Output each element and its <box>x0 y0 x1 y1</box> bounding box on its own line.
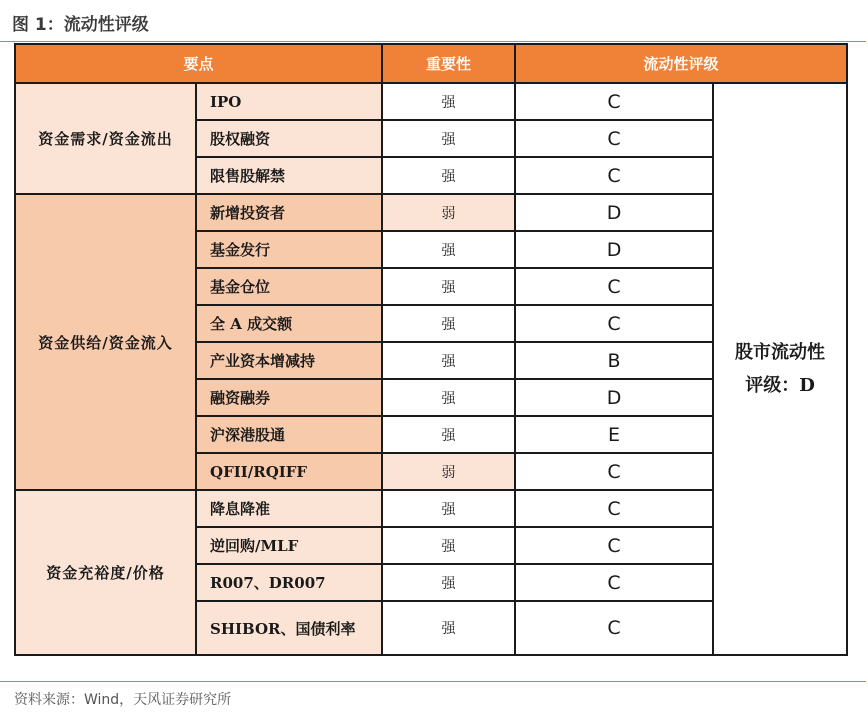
importance-cell: 强 <box>382 305 515 342</box>
item-cell: 降息降准 <box>196 490 382 527</box>
importance-cell: 强 <box>382 527 515 564</box>
item-cell: IPO <box>196 83 382 120</box>
item-cell: 基金仓位 <box>196 268 382 305</box>
rating-cell: C <box>515 157 713 194</box>
rating-cell: D <box>515 194 713 231</box>
importance-cell: 强 <box>382 564 515 601</box>
rating-cell: C <box>515 490 713 527</box>
item-cell: 全 A 成交额 <box>196 305 382 342</box>
importance-cell: 强 <box>382 601 515 655</box>
item-cell: 限售股解禁 <box>196 157 382 194</box>
header-rating: 流动性评级 <box>515 44 847 83</box>
rating-cell: E <box>515 416 713 453</box>
item-cell: R007、DR007 <box>196 564 382 601</box>
importance-cell: 强 <box>382 268 515 305</box>
item-cell: 逆回购/MLF <box>196 527 382 564</box>
header-row <box>15 44 847 83</box>
overall-rating-line2: 评级：D <box>745 375 815 396</box>
importance-cell: 强 <box>382 157 515 194</box>
item-cell: SHIBOR、国债利率 <box>196 601 382 655</box>
rating-cell: C <box>515 83 713 120</box>
liquidity-rating-table <box>14 43 848 656</box>
importance-cell: 强 <box>382 490 515 527</box>
importance-cell: 弱 <box>382 194 515 231</box>
bottom-rule <box>0 681 866 682</box>
rating-cell: C <box>515 120 713 157</box>
importance-cell: 强 <box>382 231 515 268</box>
importance-cell: 强 <box>382 120 515 157</box>
rating-cell: C <box>515 564 713 601</box>
item-cell: QFII/RQIFF <box>196 453 382 490</box>
overall-rating-line1: 股市流动性 <box>735 341 826 363</box>
rating-cell: C <box>515 268 713 305</box>
rating-cell: B <box>515 342 713 379</box>
category-cell: 资金充裕度/价格 <box>15 490 196 655</box>
rating-cell: C <box>515 453 713 490</box>
importance-cell: 弱 <box>382 453 515 490</box>
table-row <box>15 83 847 120</box>
importance-cell: 强 <box>382 83 515 120</box>
source-note: 资料来源：Wind，天风证券研究所 <box>14 692 232 708</box>
item-cell: 沪深港股通 <box>196 416 382 453</box>
header-key-points: 要点 <box>15 44 382 83</box>
rating-cell: D <box>515 379 713 416</box>
category-cell: 资金供给/资金流入 <box>15 194 196 490</box>
item-cell: 新增投资者 <box>196 194 382 231</box>
figure-title: 图 1：流动性评级 <box>12 15 149 35</box>
rating-cell: C <box>515 305 713 342</box>
top-rule <box>0 41 866 42</box>
importance-cell: 强 <box>382 379 515 416</box>
importance-cell: 强 <box>382 342 515 379</box>
importance-cell: 强 <box>382 416 515 453</box>
header-importance: 重要性 <box>382 44 515 83</box>
rating-cell: D <box>515 231 713 268</box>
rating-cell: C <box>515 527 713 564</box>
category-cell: 资金需求/资金流出 <box>15 83 196 194</box>
item-cell: 产业资本增减持 <box>196 342 382 379</box>
item-cell: 股权融资 <box>196 120 382 157</box>
overall-rating-cell <box>713 83 847 655</box>
item-cell: 融资融券 <box>196 379 382 416</box>
item-cell: 基金发行 <box>196 231 382 268</box>
rating-cell: C <box>515 601 713 655</box>
